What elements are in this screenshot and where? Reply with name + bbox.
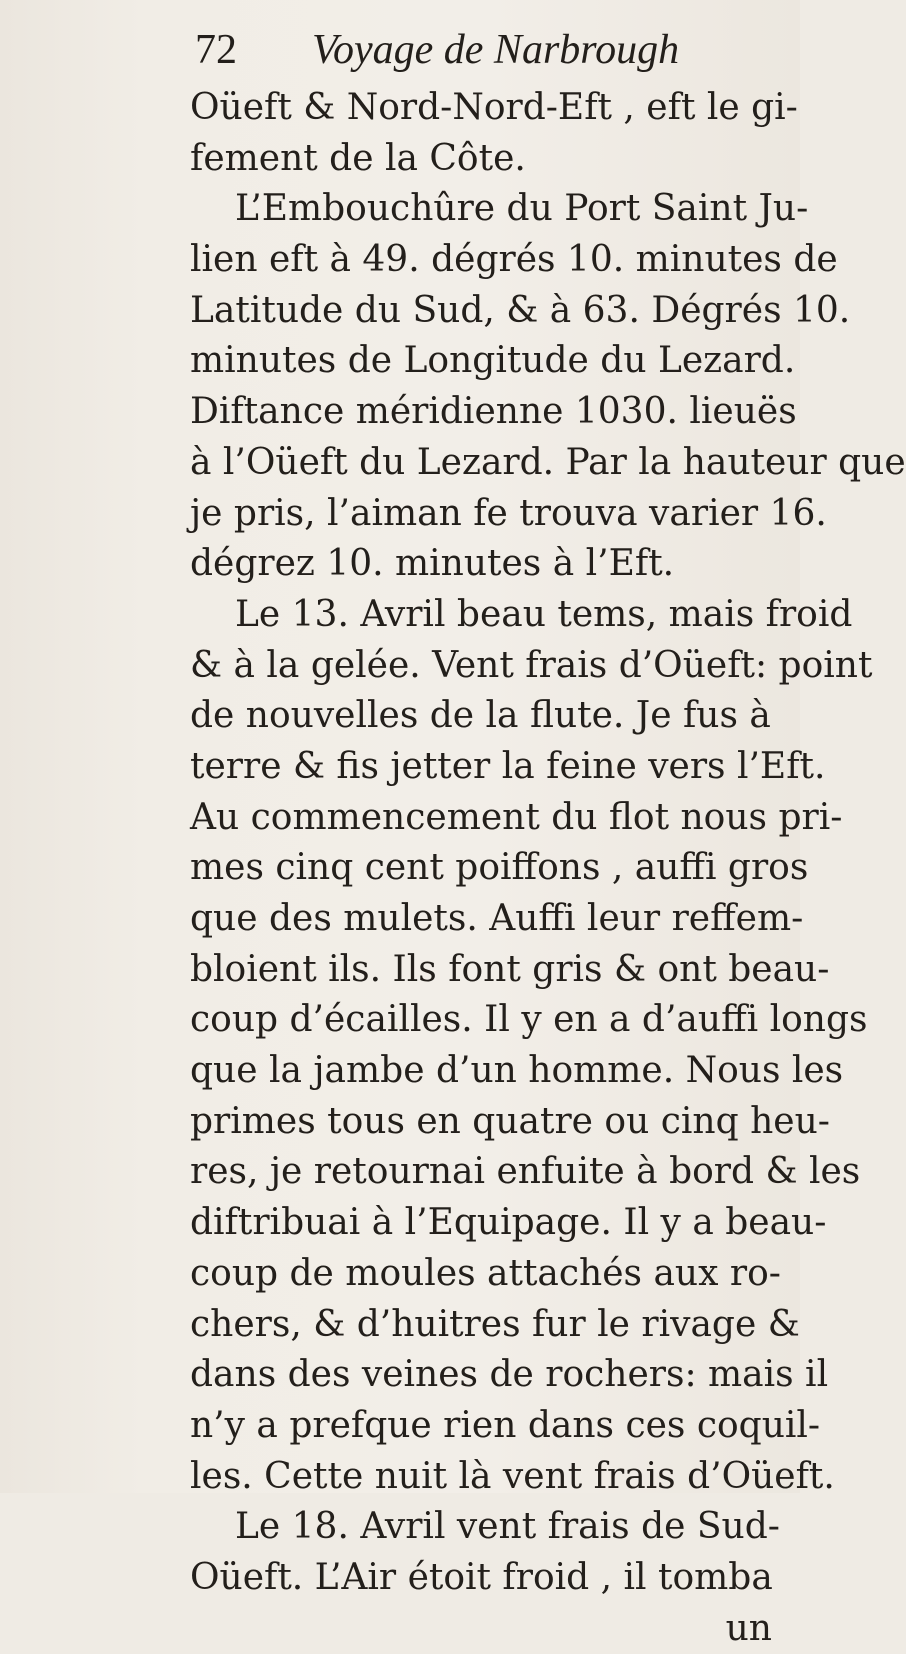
text-line: Au commencement du flot nous pri-	[190, 796, 843, 838]
page-number: 72	[195, 27, 237, 73]
text-line: mes cinq cent poiffons , auffi gros	[190, 847, 809, 889]
text-line: coup d’écailles. Il y en a d’auffi longs	[190, 999, 868, 1041]
text-line: dans des veines de rochers: mais il	[190, 1354, 829, 1396]
text-line: diftribuai à l’Equipage. Il y a beau-	[190, 1202, 827, 1244]
text-line: que des mulets. Auffi leur reffem-	[190, 898, 804, 939]
text-line: chers, & d’huitres fur le rivage &	[190, 1303, 800, 1345]
text-line: Le 18. Avril vent frais de Sud-	[235, 1506, 780, 1548]
text-line: lien eft à 49. dégrés 10. minutes de	[190, 239, 838, 281]
text-line: n’y a prefque rien dans ces coquil-	[190, 1404, 821, 1446]
running-title: Voyage de Narbrough	[312, 27, 680, 73]
text-line: à l’Oüeft du Lezard. Par la hauteur que	[190, 441, 906, 483]
text-line: que la jambe d’un homme. Nous les	[190, 1050, 844, 1092]
text-line: L’Embouchûre du Port Saint Ju-	[235, 188, 809, 230]
text-line: les. Cette nuit là vent frais d’Oüeft.	[190, 1455, 835, 1497]
text-line: bloient ils. Ils font gris & ont beau-	[190, 948, 830, 990]
text-line: je pris, l’aiman fe trouva varier 16.	[190, 492, 827, 534]
text-line: de nouvelles de la flute. Je fus à	[190, 695, 771, 737]
text-line: primes tous en quatre ou cinq heu-	[190, 1100, 830, 1142]
text-line: minutes de Longitude du Lezard.	[190, 340, 796, 382]
text-line: coup de moules attachés aux ro-	[190, 1252, 781, 1294]
text-line: res, je retournai enfuite à bord & les	[190, 1151, 861, 1193]
text-line: Latitude du Sud, & à 63. Dégrés 10.	[190, 289, 851, 331]
text-line: Diftance méridienne 1030. lieuës	[190, 391, 797, 433]
text-line: Oüeft. L’Air étoit froid , il tomba	[190, 1556, 773, 1598]
text-line: fement de la Côte.	[190, 137, 526, 179]
body-text	[190, 83, 906, 1654]
text-line: Oüeft & Nord-Nord-Eft , eft le gi-	[190, 87, 798, 128]
page-header	[195, 22, 755, 78]
text-line: & à la gelée. Vent frais d’Oüeft: point	[190, 644, 873, 686]
catchword: un	[725, 1607, 772, 1649]
text-line: Le 13. Avril beau tems, mais froid	[235, 593, 853, 635]
text-line: dégrez 10. minutes à l’Eft.	[190, 543, 675, 585]
text-line: terre & fis jetter la feine vers l’Eft.	[190, 745, 826, 787]
